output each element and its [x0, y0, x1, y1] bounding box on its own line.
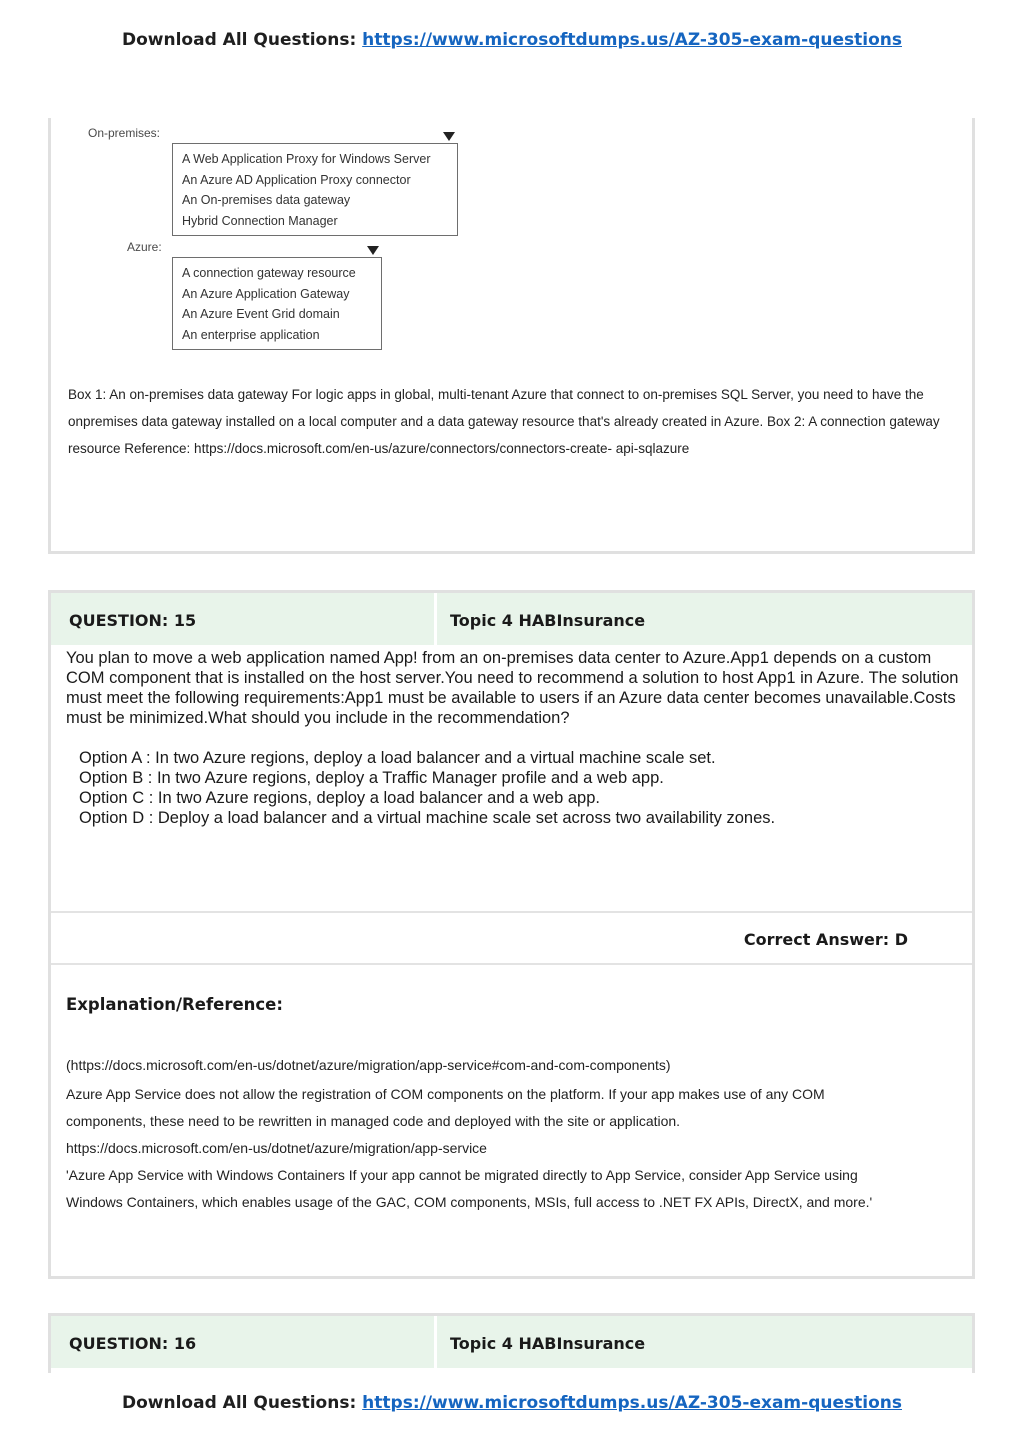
- azure-option[interactable]: An Azure Application Gateway: [182, 286, 350, 301]
- header-divider: [434, 1316, 437, 1368]
- download-label: Download All Questions:: [122, 1393, 357, 1413]
- top-download-banner: [0, 30, 1024, 50]
- header-divider: [434, 593, 437, 645]
- download-label: Download All Questions:: [122, 30, 357, 50]
- onprem-label: On-premises:: [88, 126, 161, 140]
- onprem-dropdown-list[interactable]: [172, 143, 458, 236]
- correct-answer: Correct Answer: D: [743, 930, 908, 949]
- previous-explanation: Box 1: An on-premises data gateway For logic apps in global, multi-tenant Azure that connect to on-premises SQL Server, you need to have the onpremises data gateway installed on a local computer and a data gateway resource that's already created in Azure. Box 2: A connection gateway resource Reference: https://docs.microsoft.com/en-us/azure/connectors/connectors-create- api-sqlazure: [68, 387, 940, 456]
- divider: [51, 911, 972, 913]
- azure-option[interactable]: An enterprise application: [182, 327, 320, 342]
- onprem-option[interactable]: An On-premises data gateway: [182, 193, 351, 207]
- divider: [51, 963, 972, 965]
- bottom-download-banner: [0, 1393, 1024, 1413]
- explanation-body: [66, 1052, 961, 1216]
- explanation-line: 'Azure App Service with Windows Containers If your app cannot be migrated directly to App Service, consider App Service using: [66, 1167, 858, 1183]
- download-link[interactable]: https://www.microsoftdumps.us/AZ-305-exam-questions: [362, 1393, 902, 1413]
- question-number: QUESTION: 15: [69, 611, 197, 630]
- azure-option[interactable]: An Azure Event Grid domain: [182, 307, 340, 321]
- question-16-card: [48, 1313, 975, 1373]
- option-d[interactable]: Option D : Deploy a load balancer and a virtual machine scale set across two availability zones.: [79, 809, 776, 827]
- chevron-down-icon[interactable]: [443, 132, 455, 141]
- question-number: QUESTION: 16: [69, 1334, 197, 1353]
- explanation-line: Windows Containers, which enables usage of the GAC, COM components, MSIs, full access to .NET FX APIs, DirectX, and more.': [66, 1194, 873, 1210]
- explanation-heading: Explanation/Reference:: [66, 995, 283, 1014]
- option-a[interactable]: Option A : In two Azure regions, deploy a load balancer and a virtual machine scale set.: [79, 749, 716, 767]
- onprem-option[interactable]: An Azure AD Application Proxy connector: [182, 172, 411, 187]
- question-topic: Topic 4 HABInsurance: [450, 611, 646, 630]
- onprem-option[interactable]: Hybrid Connection Manager: [182, 213, 338, 228]
- explanation-line: (https://docs.microsoft.com/en-us/dotnet/azure/migration/app-service#com-and-com-components): [66, 1057, 671, 1073]
- download-link[interactable]: https://www.microsoftdumps.us/AZ-305-exam-questions: [362, 30, 902, 50]
- onprem-option[interactable]: A Web Application Proxy for Windows Server: [182, 152, 431, 166]
- azure-label: Azure:: [127, 240, 162, 254]
- question-15-card: [48, 590, 975, 1279]
- question-header: [51, 1316, 972, 1368]
- explanation-line: Azure App Service does not allow the registration of COM components on the platform. If your app makes use of any COM: [66, 1086, 825, 1102]
- azure-option[interactable]: A connection gateway resource: [182, 266, 356, 280]
- option-c[interactable]: Option C : In two Azure regions, deploy a load balancer and a web app.: [79, 789, 600, 807]
- explanation-line: https://docs.microsoft.com/en-us/dotnet/azure/migration/app-service: [66, 1140, 487, 1156]
- options-list: [79, 748, 775, 828]
- azure-dropdown-list[interactable]: [172, 257, 382, 350]
- chevron-down-icon[interactable]: [367, 246, 379, 255]
- question-topic: Topic 4 HABInsurance: [450, 1334, 646, 1353]
- explanation-line: components, these need to be rewritten in managed code and deployed with the site or application.: [66, 1113, 681, 1129]
- option-b[interactable]: Option B : In two Azure regions, deploy a Traffic Manager profile and a web app.: [79, 769, 664, 787]
- question-header: [51, 593, 972, 645]
- question-text: You plan to move a web application named App! from an on-premises data center to Azure.App1 depends on a custom COM component that is installed on the host server.You need to recommend a solution to host App1 in Azure. The solution must meet the following requirements:App1 must be available to users if an Azure data center becomes unavailable.Costs must be minimized.What should you include in the recommendation?: [66, 649, 959, 727]
- previous-question-card: [48, 118, 975, 554]
